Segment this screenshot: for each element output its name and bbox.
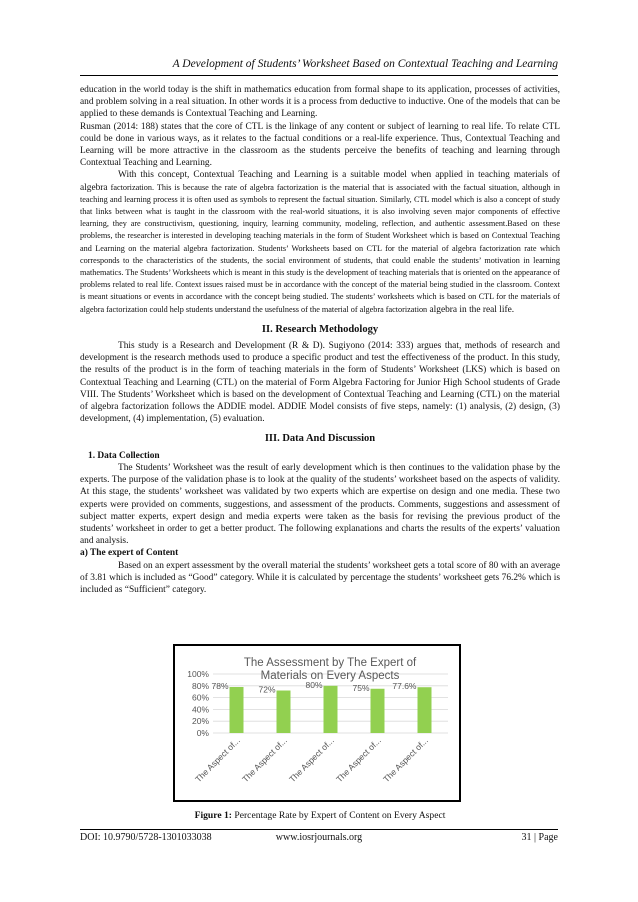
paragraph-expert-content: Based on an expert assessment by the overall material the students’ worksheet gets a total score of 80 with an average of 3.81 which is included as “Good” category. While it is calculated by percentage the students’ worksheet gets 76.2% which is included as “Sufficient” category. (80, 560, 560, 595)
header-rule (80, 75, 558, 76)
bar (277, 691, 291, 733)
chart-title-line1: The Assessment by The Expert of (243, 657, 417, 669)
chart-frame (173, 644, 461, 802)
paragraph-concept-end: algebra in the real life. (427, 304, 515, 315)
y-tick-label: 80% (191, 680, 209, 691)
subheading-expert-content: a) The expert of Content (80, 548, 179, 559)
bar-chart (175, 646, 458, 799)
chart-title-line2: Materials on Every Aspects (260, 670, 400, 682)
data-label: 75% (352, 682, 370, 693)
footer-site: www.iosrjournals.org (275, 832, 363, 843)
figure-label: Figure 1: (194, 810, 232, 821)
paragraph-concept-small: factorization. This is because the rate of algebra factorization is the material that is associated with the factual situation, although in teaching and learning process it is often used as symbols to represent the factual situation. Similarly, CTL model which is also a concept of study that links between what is taught in the classroom with the real-world situations, it is also involving seven major components of effective learning, they are constructivism, questioning, inquiry, learning community, modeling, reflection, and authentic assessment.Based on these problems, the researcher is interested in developing teaching materials in the form of Student Worksheet which is based on Contextual Teaching and Learning on the material algebra factorization. Students’ Worksheets based on CTL for the material of algebra factorization rate which corresponds to the characteristics of the students, the social environment of students, that could enable the students’ motivation in learning mathematics. The Students’ Worksheets which is meant in this study is the development of teaching materials that is oriented on the appearance of problems related to real life. Context issues raised must be in accordance with the concept of the material being studied in the classroom. Context is meant situations or events in accordance with the concept being studied. The students’ worksheets which is based on CTL for the materials of algebra factorization could help students understand the usefulness of the material of algebra factorization (80, 182, 560, 314)
section-title-data: III. Data And Discussion (264, 433, 376, 445)
figure-caption-text: Percentage Rate by Expert of Content on Every Aspect (232, 810, 446, 821)
y-tick-label: 100% (187, 669, 209, 679)
data-label: 77.6% (392, 681, 417, 692)
bar (418, 687, 432, 733)
running-header: A Development of Students’ Worksheet Based on Contextual Teaching and Learning (172, 58, 558, 70)
data-label: 80% (305, 679, 323, 690)
body-text (80, 84, 560, 596)
paragraph-data-collection: The Students’ Worksheet was the result of early development which is then continues to the validation phase by the experts. The purpose of the validation phase is to look at the quality of the students’ worksheet based on the aspects of validity. At this stage, the students’ worksheet was validated by two experts which are expertise on design and one media. These two experts were provided on comments, suggestions, and assessment of the products. Comments, suggestions and assessment of subject matter experts, expert design and media experts were taken as the basis for revising the previous product of the students’ worksheet in order to get a better product. The following explanations and charts the results of the experts’ valuation and analysis. (80, 462, 560, 547)
y-tick-label: 0% (196, 728, 209, 738)
data-label: 72% (258, 684, 276, 695)
paragraph-methodology: This study is a Research and Development (R & D). Sugiyono (2014: 333) argues that, methods of research and development is the research methods used to produce a specific product and test the effectiveness of the product. In this study, the results of the product is in the form of teaching materials in the form of Students’ Worksheet (LKS) which is based on Contextual Teaching and Learning (CTL) on the material of Form Algebra Factoring for Junior High School students of Grade VIII. The Students’ Worksheet which is based on the development of Contextual Teaching and Learning (CTL) on the material of algebra factorization follows the ADDIE model. ADDIE Model consists of five steps, namely: (1) analysis, (2) design, (3) development, (4) implementation, (5) evaluation. (80, 341, 560, 425)
figure-caption (80, 810, 560, 821)
bar (371, 689, 385, 733)
bar (230, 687, 244, 733)
x-tick-label: The Aspect of... (287, 735, 336, 785)
y-tick-label: 20% (191, 716, 209, 727)
data-label: 78% (211, 680, 229, 691)
paragraph-intro: education in the world today is the shift in mathematics education from formal shape to its application, processes of activities, and problem solving in a real situation. In other words it is a process from deductive to inductive. One of the models that can be applied to these demands is Contextual Teaching and Learning. (80, 85, 560, 120)
paragraph-concept (80, 169, 560, 315)
x-tick-label: The Aspect of... (193, 735, 242, 785)
footer-doi: DOI: 10.9790/5728-1301033038 (80, 832, 212, 843)
paragraph-rusman: Rusman (2014: 188) states that the core of CTL is the linkage of any content or subject of learning to real life. To relate CTL could be done in various ways, as it relates to the factual conditions or a real-life experience. Thus, Contextual Teaching and Learning will be more attractive in the classroom as the students perceive the benefits of teaching and learning through Contextual Teaching and Learning. (80, 121, 560, 169)
x-tick-label: The Aspect of... (381, 735, 430, 785)
bar (324, 686, 338, 733)
paragraph-concept-start: With this concept, Contextual Teaching and Learning is a suitable model when applied in teaching materials of algebra (80, 170, 560, 193)
section-title-methodology: II. Research Methodology (261, 323, 379, 335)
y-tick-label: 40% (191, 704, 209, 715)
y-tick-label: 60% (191, 692, 209, 703)
footer-rule (80, 829, 558, 830)
subheading-data-collection: 1. Data Collection (88, 450, 160, 461)
x-tick-label: The Aspect of... (334, 735, 383, 785)
x-tick-label: The Aspect of... (240, 735, 289, 785)
footer-page: 31 | Page (521, 832, 558, 843)
